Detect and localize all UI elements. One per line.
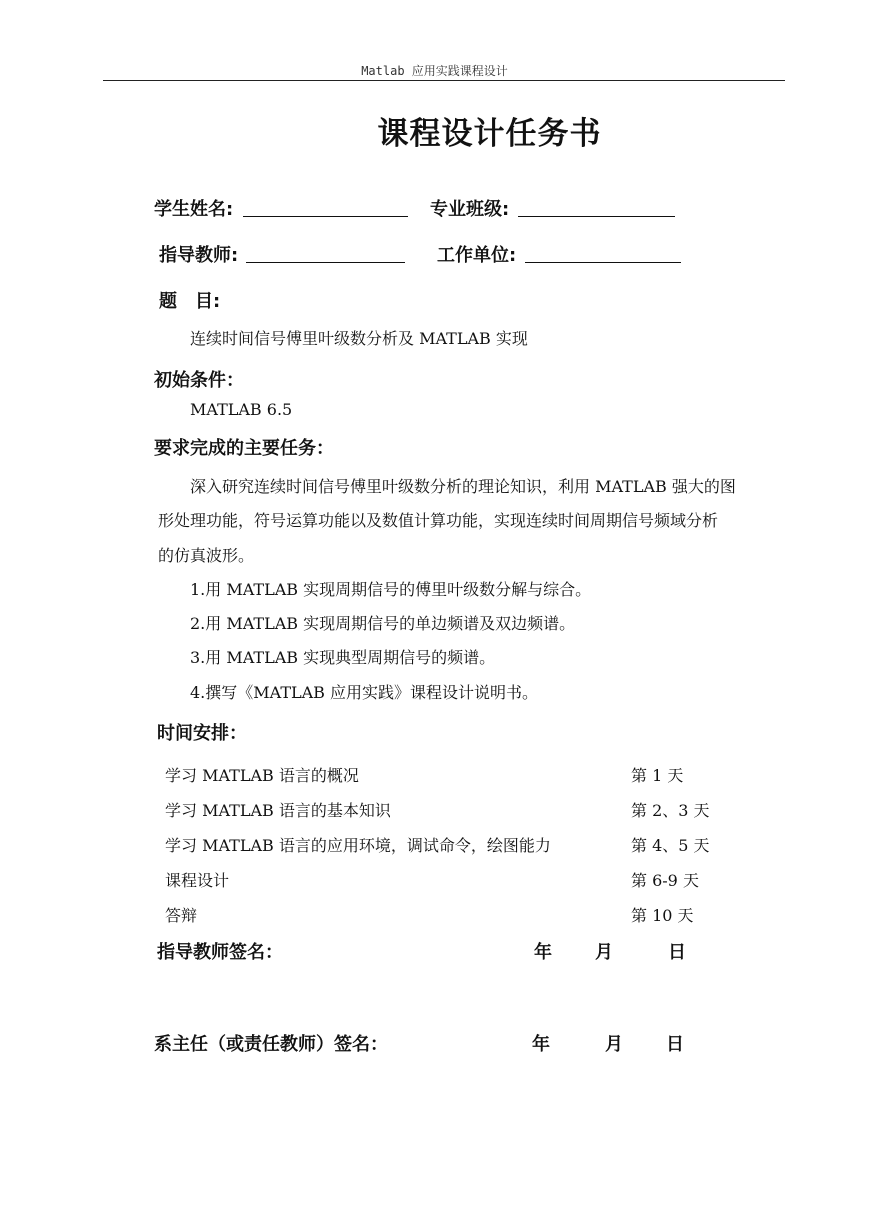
major-class-label: 专业班级: <box>430 199 510 220</box>
dept-head-signature-month: 月 <box>605 1034 623 1055</box>
major-class-field <box>518 216 675 217</box>
schedule-days: 第 10 天 <box>631 906 694 925</box>
work-unit-label: 工作单位: <box>437 245 517 266</box>
dept-head-signature-year: 年 <box>532 1034 550 1055</box>
schedule-label: 时间安排： <box>157 723 247 744</box>
schedule-task: 学习 MATLAB 语言的概况 <box>165 766 359 785</box>
schedule-days: 第 4、5 天 <box>631 836 710 855</box>
running-header: Matlab 应用实践课程设计 <box>361 64 508 78</box>
dept-head-signature-day: 日 <box>666 1034 684 1055</box>
tasks-label: 要求完成的主要任务： <box>154 438 334 459</box>
work-unit-field <box>525 262 681 263</box>
tasks-intro-line-1: 深入研究连续时间信号傅里叶级数分析的理论知识，利用 MATLAB 强大的图 <box>190 477 736 496</box>
topic-value: 连续时间信号傅里叶级数分析及 MATLAB 实现 <box>190 329 528 348</box>
tasks-intro-line-2: 形处理功能，符号运算功能以及数值计算功能，实现连续时间周期信号频域分析 <box>158 511 719 530</box>
tasks-intro-line-3: 的仿真波形。 <box>158 546 255 565</box>
initial-conditions-label: 初始条件： <box>154 370 244 391</box>
schedule-task: 学习 MATLAB 语言的应用环境，调试命令，绘图能力 <box>165 836 551 855</box>
header-rule <box>103 80 785 81</box>
task-item: 4.撰写《MATLAB 应用实践》课程设计说明书。 <box>190 683 539 702</box>
task-item: 2.用 MATLAB 实现周期信号的单边频谱及双边频谱。 <box>190 614 576 633</box>
schedule-days: 第 2、3 天 <box>631 801 710 820</box>
dept-head-signature-label: 系主任（或责任教师）签名： <box>154 1034 388 1055</box>
student-name-field <box>243 216 408 217</box>
schedule-days: 第 6-9 天 <box>631 871 699 890</box>
schedule-task: 答辩 <box>165 906 198 925</box>
initial-conditions-value: MATLAB 6.5 <box>190 400 293 419</box>
advisor-signature-month: 月 <box>595 942 613 963</box>
advisor-label: 指导教师: <box>159 245 239 266</box>
schedule-task: 课程设计 <box>165 871 230 890</box>
document-title: 课程设计任务书 <box>377 116 602 152</box>
advisor-signature-year: 年 <box>534 942 552 963</box>
task-item: 1.用 MATLAB 实现周期信号的傅里叶级数分解与综合。 <box>190 580 592 599</box>
advisor-signature-day: 日 <box>668 942 686 963</box>
schedule-task: 学习 MATLAB 语言的基本知识 <box>165 801 391 820</box>
task-item: 3.用 MATLAB 实现典型周期信号的频谱。 <box>190 648 496 667</box>
schedule-days: 第 1 天 <box>631 766 684 785</box>
topic-label: 题 目: <box>159 291 221 312</box>
student-name-label: 学生姓名: <box>154 199 234 220</box>
advisor-signature-label: 指导教师签名： <box>157 942 283 963</box>
advisor-field <box>246 262 405 263</box>
